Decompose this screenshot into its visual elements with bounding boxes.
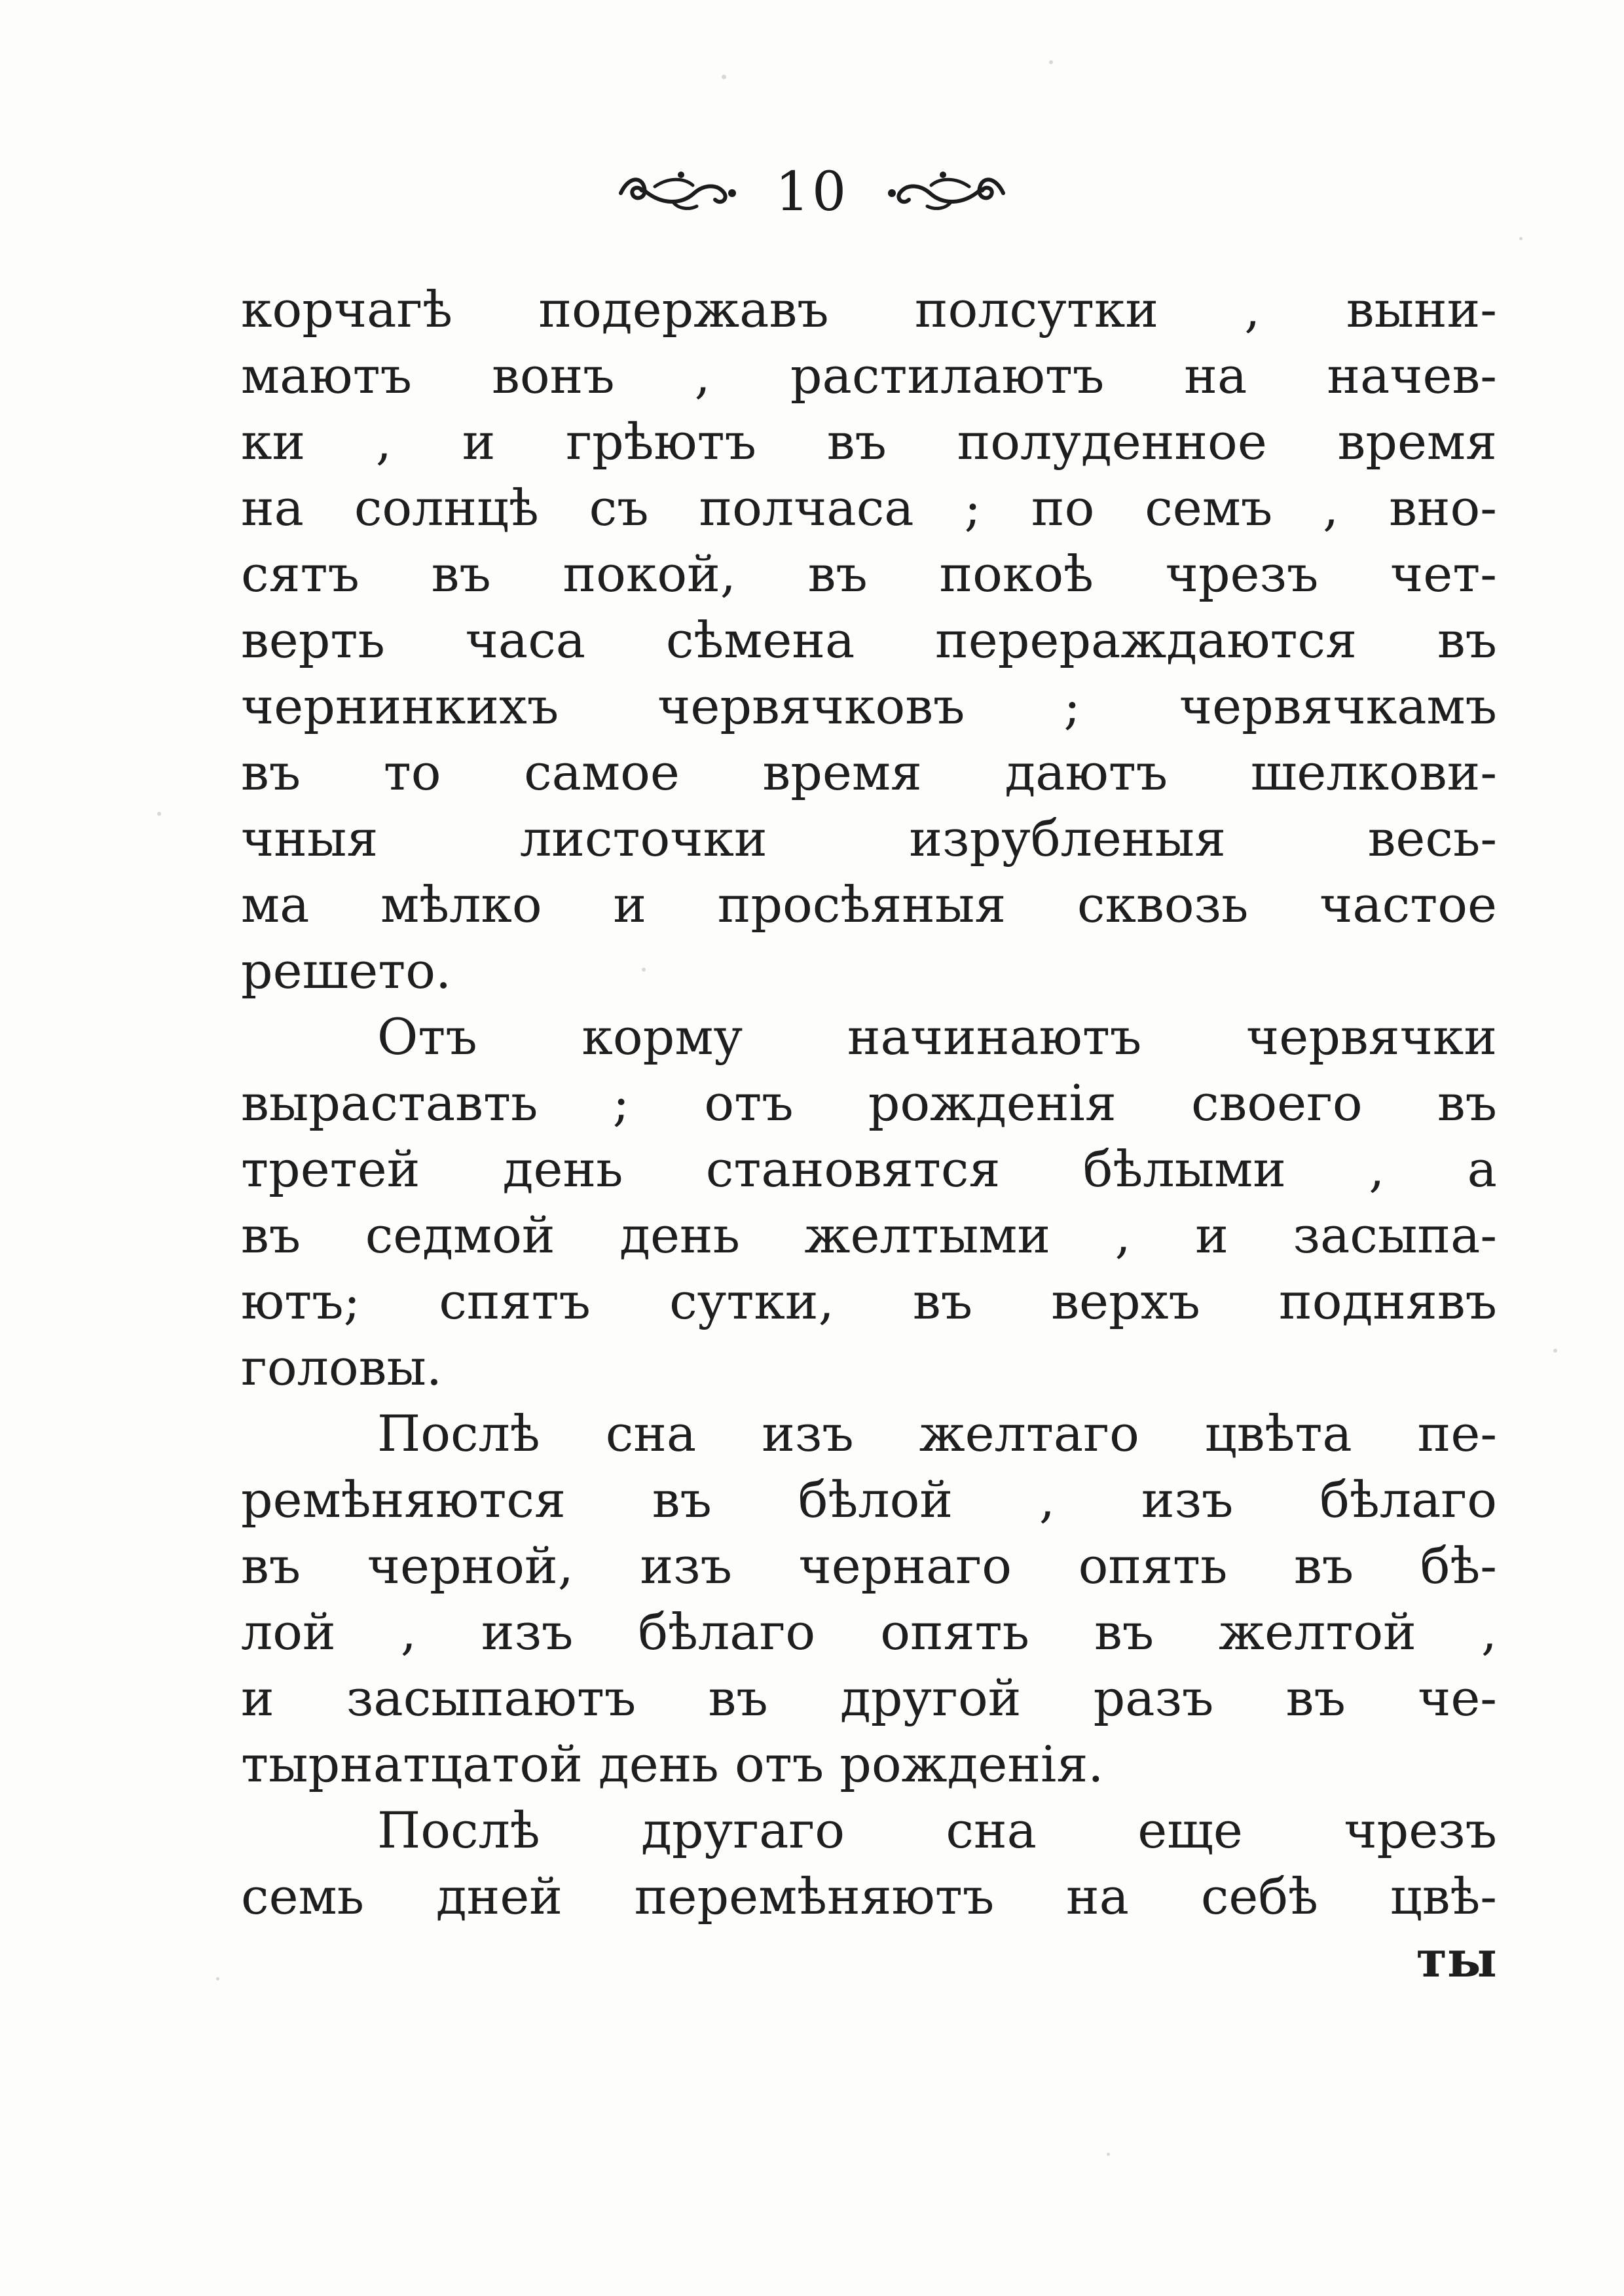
text-line: сятъ въ покой, въ покоѣ чрезъ чет- [241, 545, 1497, 603]
text-line: маютъ вонъ , растилаютъ на начев- [241, 346, 1497, 405]
page-header [0, 156, 1624, 228]
text-line: ки , и грѣютъ въ полуденное время [241, 412, 1497, 471]
text-line: чернинкихъ червячковъ ; червячкамъ [241, 677, 1497, 735]
text-line: головы. [241, 1338, 443, 1396]
paper-speck [1049, 60, 1053, 64]
paper-speck [1553, 1349, 1557, 1353]
text-line: чныя листочки изрубленыя весь- [241, 809, 1497, 867]
paper-speck [216, 1977, 219, 1980]
text-line: на солнцѣ съ полчаса ; по семъ , вно- [241, 479, 1497, 537]
paper-speck [1519, 237, 1522, 240]
text-line: ютъ; спятъ сутки, въ верхъ поднявъ [241, 1272, 1497, 1330]
text-line: корчагѣ подержавъ полсутки , выни- [241, 280, 1497, 338]
text-line: верть часа сѣмена перераждаются въ [241, 611, 1497, 669]
page-number: 10 [775, 160, 849, 223]
text-line: тырнатцатой день отъ рожденія. [241, 1735, 1104, 1793]
text-line: и засыпаютъ въ другой разъ въ че- [241, 1669, 1497, 1727]
text-line: решето. [241, 941, 452, 1000]
flourish-ornament-icon [884, 167, 1008, 217]
text-line: въ то самое время даютъ шелкови- [241, 743, 1497, 801]
paragraph-start-line: Отъ корму начинаютъ червячки [377, 1008, 1497, 1066]
paper-speck [722, 75, 726, 79]
text-line: въ седмой день желтыми , и засыпа- [241, 1206, 1497, 1264]
paragraph-start-line: Послѣ сна изъ желтаго цвѣта пе- [377, 1404, 1497, 1463]
text-line: въ черной, изъ чернаго опять въ бѣ- [241, 1537, 1497, 1595]
text-line: выраставть ; отъ рожденія своего въ [241, 1074, 1497, 1132]
text-line: третей день становятся бѣлыми , а [241, 1140, 1497, 1198]
paper-speck [1107, 2153, 1110, 2156]
text-line: лой , изъ бѣлаго опять въ желтой , [241, 1603, 1497, 1661]
flourish-ornament-icon [616, 167, 740, 217]
paper-speck [157, 812, 161, 816]
paragraph-start-line: Послѣ другаго сна еще чрезъ [377, 1801, 1497, 1859]
text-line: ма мѣлко и просѣяныя сквозь частое [241, 875, 1497, 934]
text-line: семь дней перемѣняютъ на себѣ цвѣ- [241, 1867, 1497, 1925]
body-text [241, 276, 1497, 1929]
catchword: ты [1416, 1930, 1497, 1988]
text-line: ремѣняются въ бѣлой , изъ бѣлаго [241, 1470, 1497, 1529]
